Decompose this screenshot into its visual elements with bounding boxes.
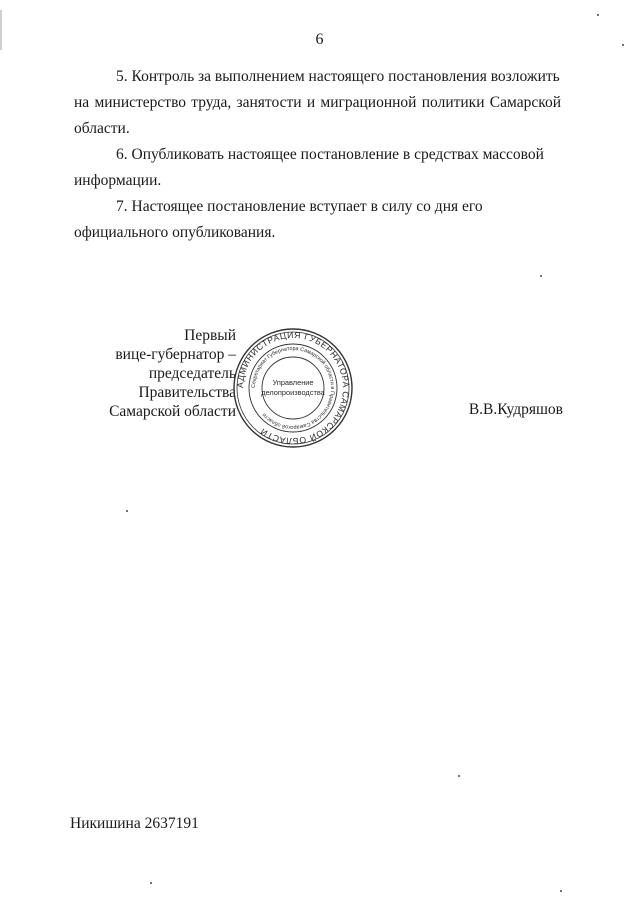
paragraph-7-rest: официального опубликования. [74, 224, 276, 241]
scan-speck [597, 14, 599, 16]
paragraph-5 [74, 64, 561, 142]
stamp-outer-text: АДМИНИСТРАЦИЯ ГУБЕРНАТОРА САМАРСКОЙ ОБЛАСТИ [234, 329, 352, 447]
signer-title [60, 326, 236, 421]
paragraph-5-rest: на министерство труда, занятости и миграционной политики Самарской области. [74, 94, 561, 137]
signer-name: В.В.Кудряшов [468, 401, 563, 418]
signer-title-line: председатель Правительства [138, 365, 236, 401]
paragraph-7 [74, 194, 561, 246]
paragraph-6-first-line: 6. Опубликовать настоящее постановление в средствах массовой [116, 146, 544, 163]
executor-contact: Никишина 2637191 [70, 815, 199, 832]
scan-speck [150, 882, 152, 884]
stamp-inner-text: Секретариат Губернатора Самарской области и Правительства Самарской области [250, 345, 336, 431]
scan-speck [126, 510, 128, 512]
signer-title-line: Первый [184, 327, 236, 344]
stamp-center-line: делопроизводства [261, 388, 325, 397]
stamp-center-line: Управление [272, 378, 314, 387]
paragraph-6-rest: информации. [74, 172, 162, 189]
paragraph-5-first-line: 5. Контроль за выполнением настоящего постановления возложить [116, 68, 560, 85]
signer-title-line: вице-губернатор – [115, 346, 236, 363]
page-number: 6 [315, 31, 324, 48]
paragraph-6 [74, 142, 561, 194]
signer-title-line: Самарской области [109, 403, 236, 420]
paragraph-7-first-line: 7. Настоящее постановление вступает в силу со дня его [116, 198, 483, 215]
scan-speck [458, 775, 460, 777]
official-stamp [232, 327, 354, 449]
scan-speck [560, 890, 562, 892]
scan-speck [622, 44, 624, 46]
scan-speck [540, 275, 542, 277]
